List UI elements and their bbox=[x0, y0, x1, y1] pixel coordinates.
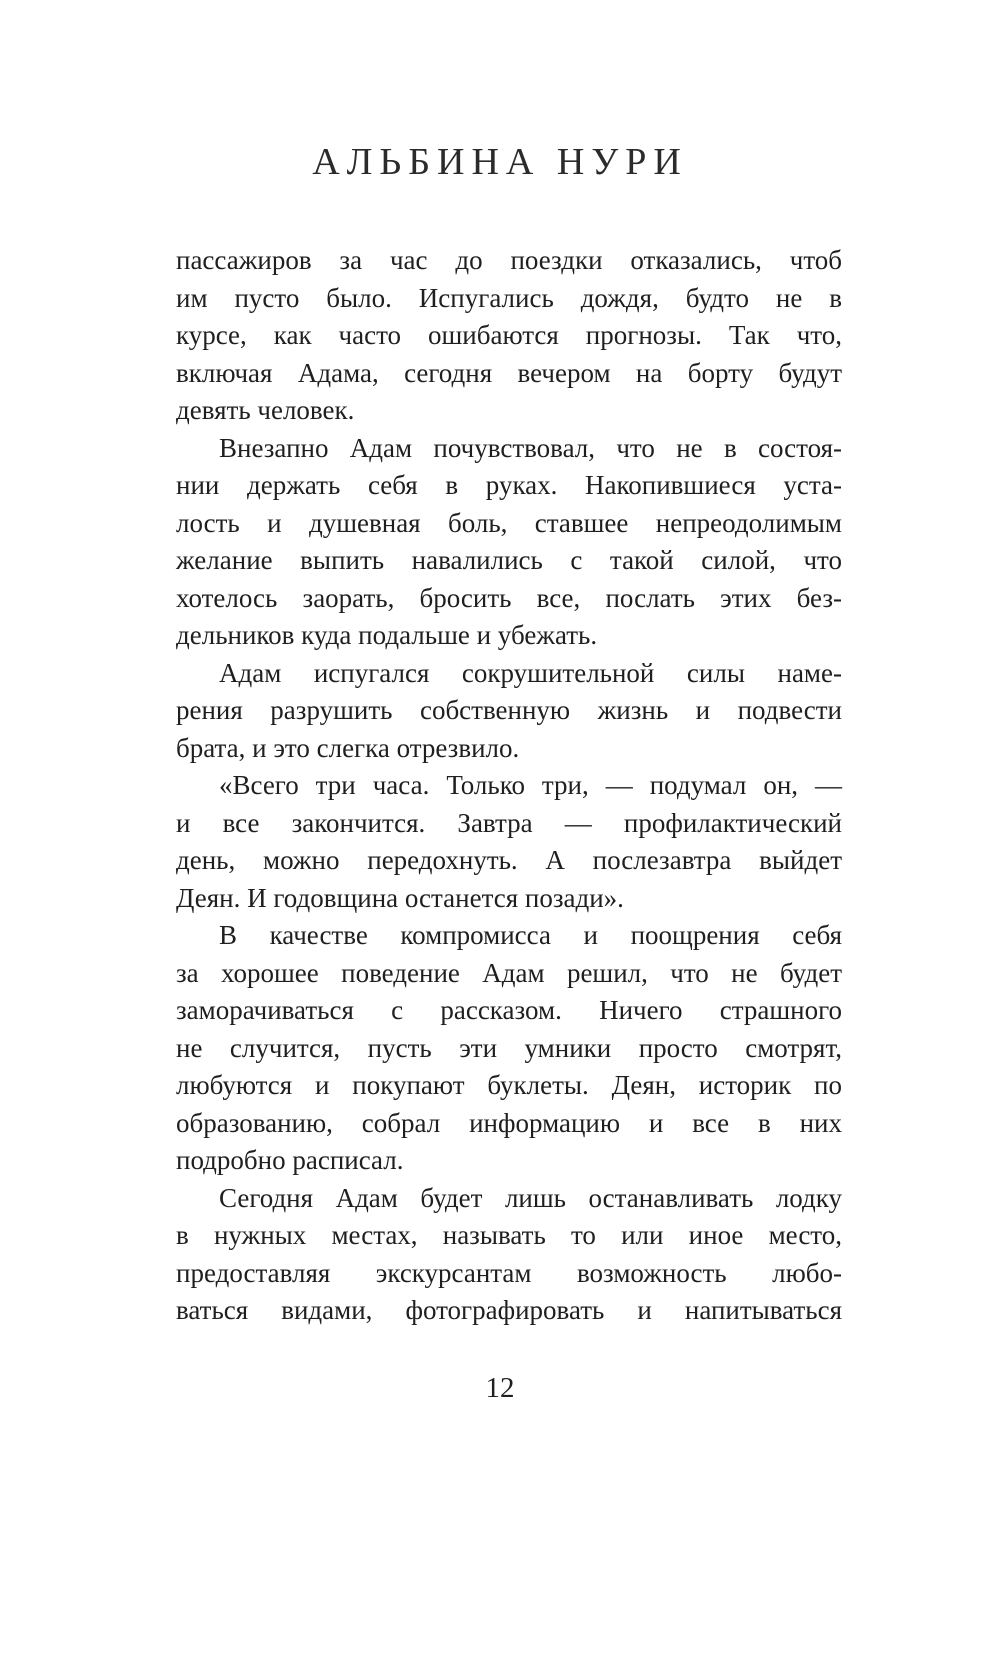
paragraph bbox=[176, 430, 842, 655]
paragraph bbox=[176, 767, 842, 917]
text-line: ваться видами, фотографировать и напитываться bbox=[176, 1295, 842, 1325]
text-line: Сегодня Адам будет лишь останавливать лодку bbox=[219, 1182, 842, 1213]
text-line: день, можно передохнуть. А послезавтра выйдет bbox=[176, 845, 842, 875]
text-line: предоставляя экскурсантам возможность любо- bbox=[176, 1257, 842, 1288]
text-line: курсе, как часто ошибаются прогнозы. Так что, bbox=[176, 320, 842, 350]
text-line: за хорошее поведение Адам решил, что не будет bbox=[176, 957, 842, 988]
text-line: Внезапно Адам почувствовал, что не в состоя- bbox=[219, 432, 842, 463]
text-line: им пусто было. Испугались дождя, будто не в bbox=[176, 282, 842, 313]
text-line: заморачиваться с рассказом. Ничего страшного bbox=[176, 995, 842, 1025]
text-block bbox=[176, 242, 842, 1330]
text-line: «Всего три часа. Только три, — подумал он, — bbox=[219, 770, 842, 800]
text-line: дельников куда подальше и убежать. bbox=[176, 620, 598, 650]
text-line: подробно расписал. bbox=[176, 1145, 404, 1175]
text-line: желание выпить навалились с такой силой, что bbox=[176, 545, 842, 575]
text-line: любуются и покупают буклеты. Деян, историк по bbox=[176, 1070, 842, 1100]
text-line: Деян. И годовщина останется позади». bbox=[176, 882, 624, 913]
text-line: образованию, собрал информацию и все в них bbox=[176, 1107, 842, 1138]
paragraph bbox=[176, 655, 842, 768]
paragraph bbox=[176, 1180, 842, 1330]
text-line: рения разрушить собственную жизнь и подвести bbox=[176, 695, 842, 725]
text-line: не случится, пусть эти умники просто смотрят, bbox=[176, 1032, 842, 1063]
text-line: В качестве компромисса и поощрения себя bbox=[219, 920, 842, 950]
text-line: пассажиров за час до поездки отказались, чтоб bbox=[176, 245, 842, 275]
text-line: нии держать себя в руках. Накопившиеся уста- bbox=[176, 470, 842, 500]
page-number: 12 bbox=[485, 1372, 515, 1404]
text-line: брата, и это слегка отрезвило. bbox=[176, 732, 520, 763]
text-line: лость и душевная боль, ставшее непреодолимым bbox=[176, 507, 842, 538]
paragraph bbox=[176, 917, 842, 1180]
text-line: включая Адама, сегодня вечером на борту будут bbox=[176, 357, 842, 388]
author-header: АЛЬБИНА НУРИ bbox=[312, 141, 688, 183]
text-line: Адам испугался сокрушительной силы наме- bbox=[219, 657, 842, 688]
text-line: хотелось заорать, бросить все, послать этих без- bbox=[176, 582, 842, 613]
text-line: девять человек. bbox=[176, 395, 355, 425]
text-line: и все закончится. Завтра — профилактический bbox=[176, 807, 842, 838]
text-line: в нужных местах, называть то или иное место, bbox=[176, 1220, 842, 1250]
paragraph bbox=[176, 242, 842, 430]
